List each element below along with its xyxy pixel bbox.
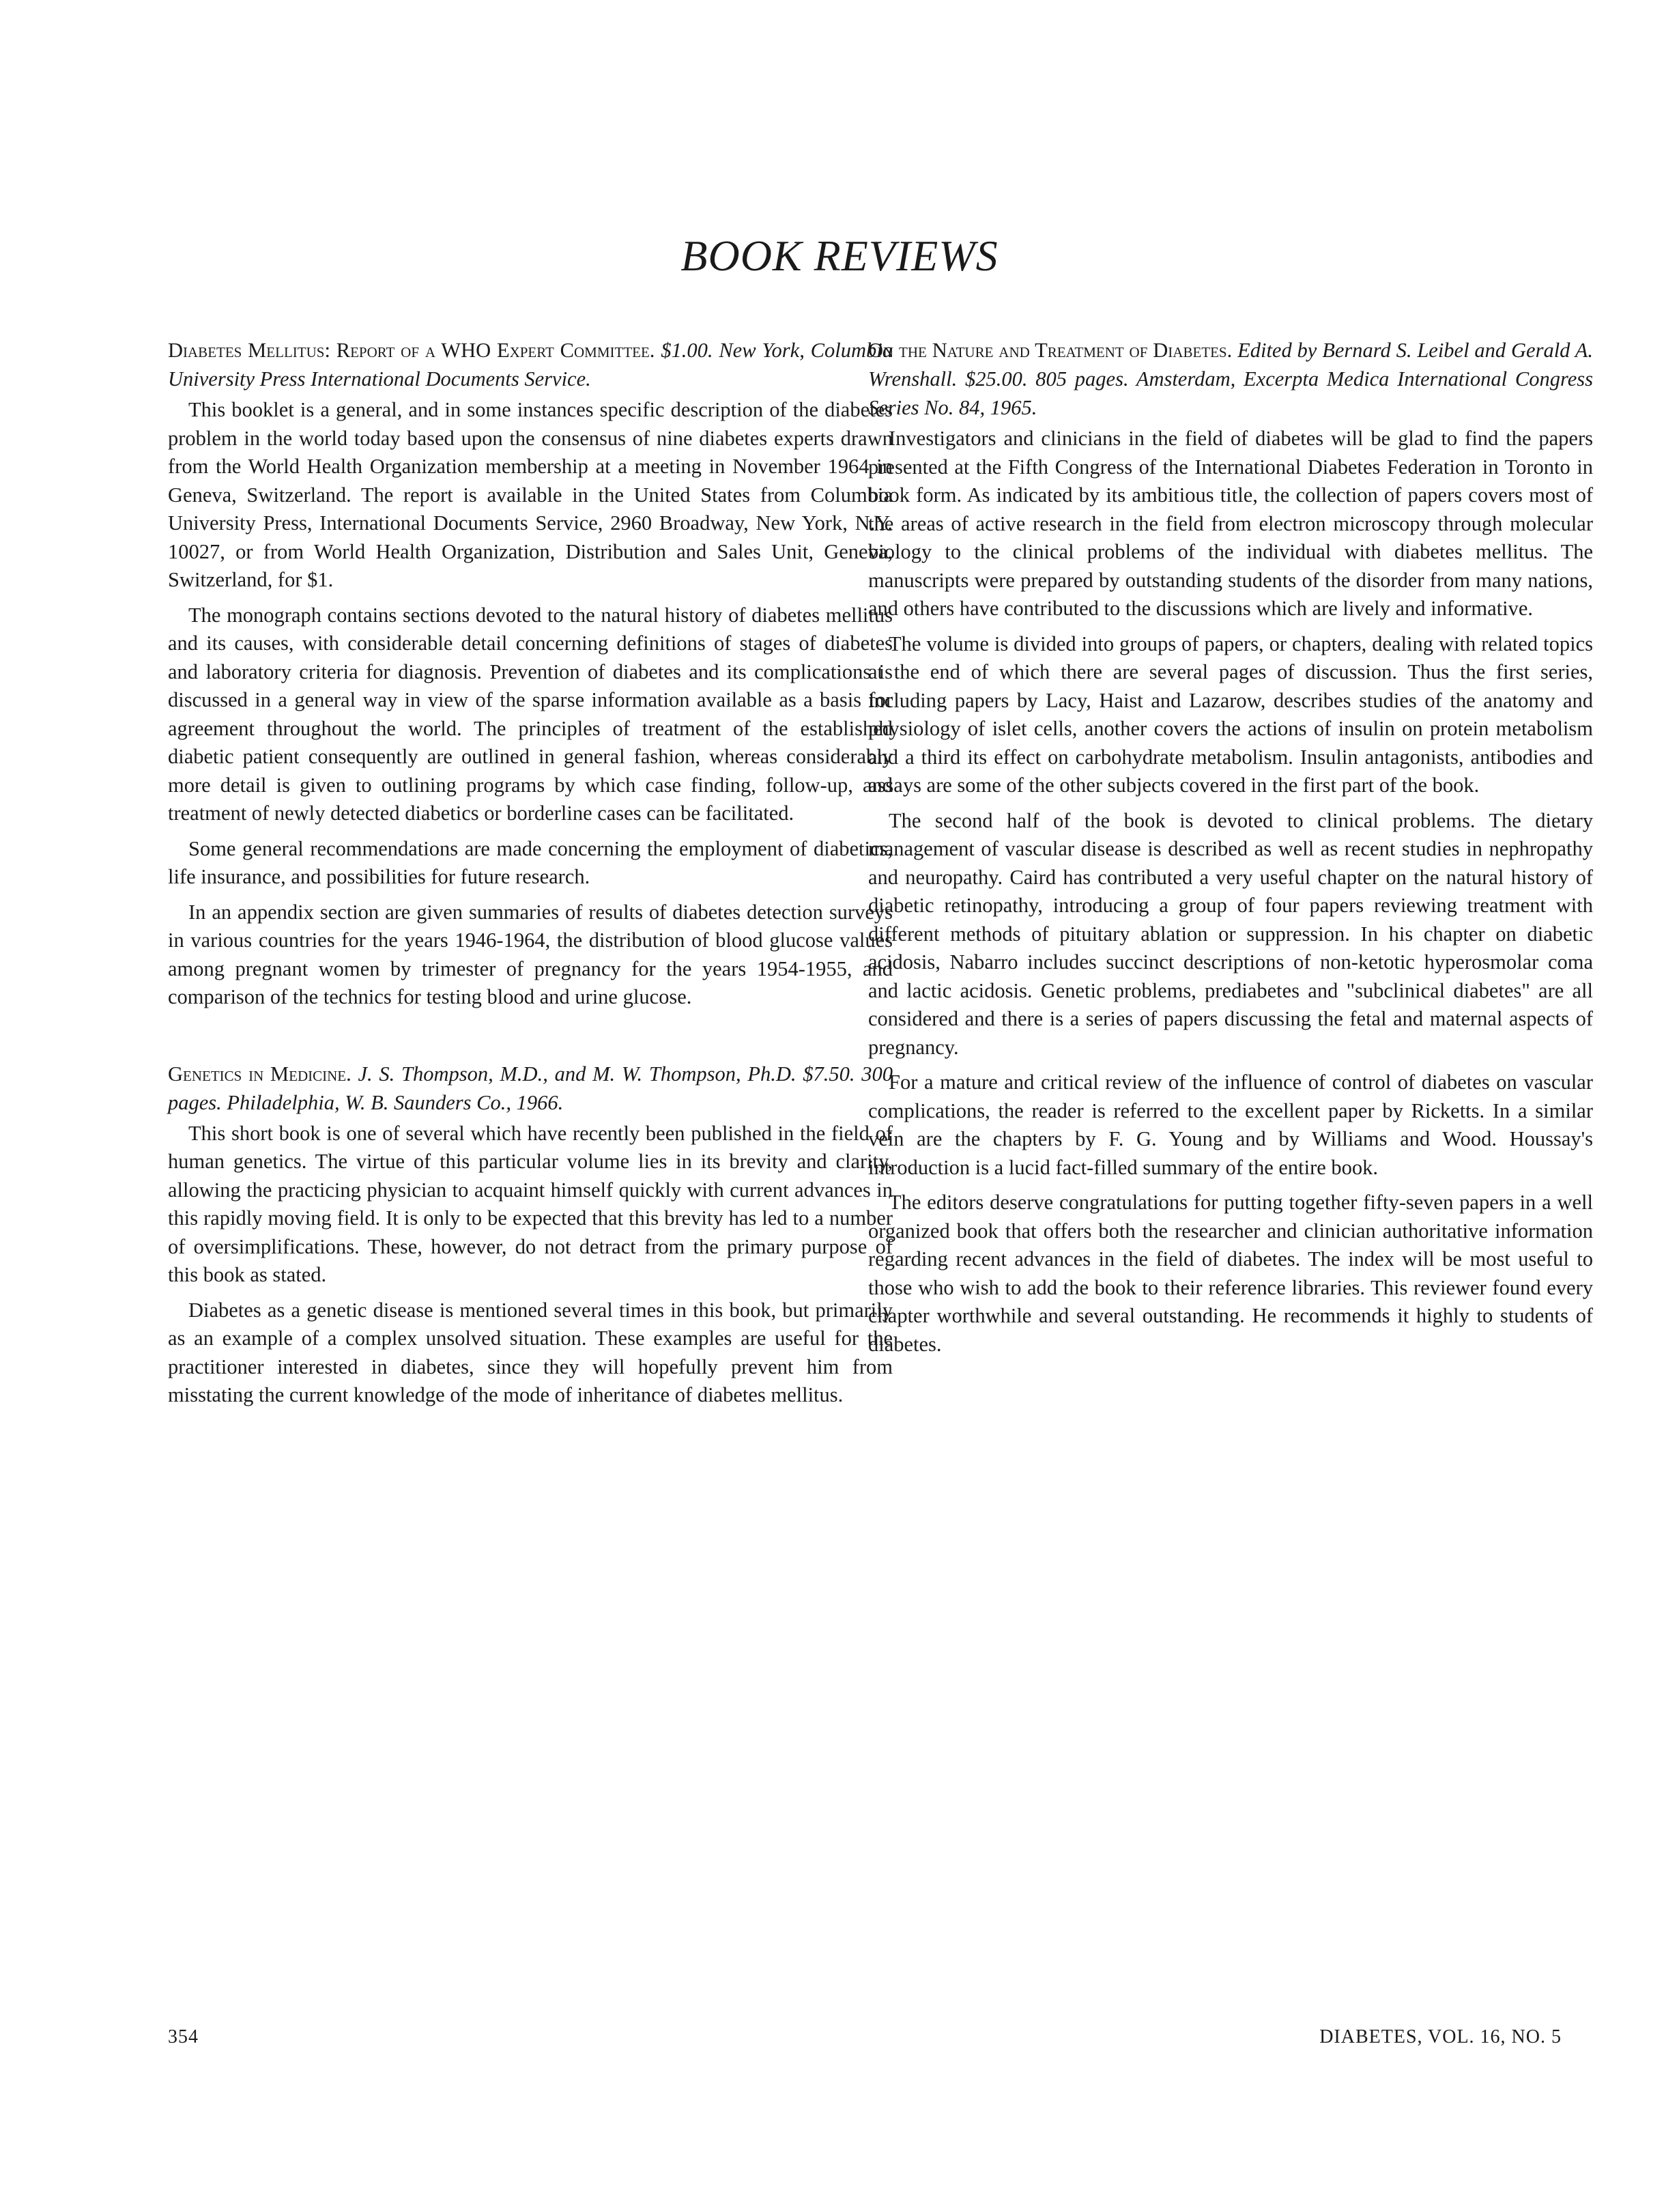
review-paragraph: In an appendix section are given summaries of results of diabetes detection surveys in various countries for the years 1946-1964, the distribution of blood glucose values among pregnant women by trimester of pregnancy for the years 1954-1955, and comparison of the technics for testing blood and urine glucose. xyxy=(168,900,893,1008)
right-column xyxy=(868,336,1593,1365)
review-heading xyxy=(168,336,893,393)
review-paragraph: Investigators and clinicians in the field of diabetes will be glad to find the papers presented at the Fifth Congress of the International Diabetes Federation in Toronto in book form. As indicated by its ambitious title, the collection of papers covers most of the areas of active research in the field from electron microscopy through molecular biology to the clinical problems of the individual with diabetes mellitus. The manuscripts were prepared by outstanding students of the disorder from many nations, and others have contributed to the discussions which are lively and informative. xyxy=(868,427,1593,620)
review-nature-and-treatment xyxy=(868,336,1593,1359)
review-paragraph: The monograph contains sections devoted to the natural history of diabetes mellitus and its causes, with considerable detail concerning definitions of stages of diabetes and laboratory criteria for diagnosis. Prevention of diabetes and its complications is discussed in a general way in view of the sparse information available as a basis for agreement throughout the world. The principles of treatment of the established diabetic patient consequently are outlined in general fashion, whereas considerably more detail is given to outlining programs by which case finding, follow-up, and treatment of newly detected diabetics or borderline cases can be facilitated. xyxy=(168,603,893,825)
book-title: Genetics in Medicine. xyxy=(168,1062,351,1086)
review-paragraph: Diabetes as a genetic disease is mentioned several times in this book, but primarily as an example of a complex unsolved situation. These examples are useful for the practitioner interested in diabetes, since they will hopefully prevent him from misstating the current knowledge of the mode of inheritance of diabetes mellitus. xyxy=(168,1298,893,1406)
review-paragraph: This booklet is a general, and in some instances specific description of the diabetes problem in the world today based upon the consensus of nine diabetes experts drawn from the World Health Organization membership at a meeting in November 1964 in Geneva, Switzerland. The report is available in the United States from Columbia University Press, International Documents Service, 2960 Broadway, New York, N.Y. 10027, or from World Health Organization, Distribution and Sales Unit, Geneva, Switzerland, for $1. xyxy=(168,398,893,591)
review-paragraph: This short book is one of several which have recently been published in the field of human genetics. The virtue of this particular volume lies in its brevity and clarity, allowing the practicing physician to acquaint himself quickly with current advances in this rapidly moving field. It is only to be expected that this brevity has led to a number of oversimplifications. These, however, do not detract from the primary purpose of this book as stated. xyxy=(168,1121,893,1286)
review-heading xyxy=(168,1060,893,1117)
review-genetics-in-medicine xyxy=(168,1060,893,1410)
book-title: On the Nature and Treatment of Diabetes. xyxy=(868,339,1233,362)
page-number: 354 xyxy=(168,2026,199,2047)
review-paragraph: Some general recommendations are made concerning the employment of diabetics, life insurance, and possibilities for future research. xyxy=(168,836,893,888)
journal-citation: DIABETES, VOL. 16, NO. 5 xyxy=(1319,2026,1562,2047)
book-meta: J. S. Thompson, M.D., and M. W. Thompson, Ph.D. $7.50. 300 pages. Philadelphia, W. B. Saunders Co., 1966. xyxy=(168,1062,893,1114)
book-meta: Edited by Bernard S. Leibel and Gerald A. Wrenshall. $25.00. 805 pages. Amsterdam, Excerpta Medica International Congress Series No. 84, 1965. xyxy=(868,339,1593,419)
review-heading xyxy=(868,336,1593,422)
review-paragraph: The second half of the book is devoted to clinical problems. The dietary management of vascular disease is described as well as recent studies in nephropathy and neuropathy. Caird has contributed a very useful chapter on the natural history of diabetic retinopathy, introducing a group of four papers reviewing treatment with different methods of pituitary ablation or suppression. In his chapter on diabetic acidosis, Nabarro includes succinct descriptions of non-ketotic hyperosmolar coma and lactic acidosis. Genetic problems, prediabetes and "subclinical diabetes" are all considered and there is a series of papers discussing the fetal and maternal aspects of pregnancy. xyxy=(868,808,1593,1059)
review-who-report xyxy=(168,336,893,1012)
page-title: BOOK REVIEWS xyxy=(680,231,999,280)
left-column xyxy=(168,336,893,1417)
book-title: Diabetes Mellitus: Report of a WHO Expert Committee. xyxy=(168,339,655,362)
book-meta: $1.00. New York, Columbia University Press International Documents Service. xyxy=(168,339,893,391)
review-paragraph: The editors deserve congratulations for putting together fifty-seven papers in a well organized book that offers both the researcher and clinician authoritative information regarding recent advances in the field of diabetes. The index will be most useful to those who wish to add the book to their reference libraries. This reviewer found every chapter worthwhile and several outstanding. He recommends it highly to students of diabetes. xyxy=(868,1191,1593,1356)
review-paragraph: For a mature and critical review of the influence of control of diabetes on vascular complications, the reader is referred to the excellent paper by Ricketts. In a similar vein are the chapters by F. G. Young and by Williams and Wood. Houssay's introduction is a lucid fact-filled summary of the entire book. xyxy=(868,1070,1593,1179)
review-paragraph: The volume is divided into groups of papers, or chapters, dealing with related topics at the end of which there are several pages of discussion. Thus the first series, including papers by Lacy, Haist and Lazarow, describes studies of the anatomy and physiology of islet cells, another covers the actions of insulin on protein metabolism and a third its effect on carbohydrate metabolism. Insulin antagonists, antibodies and assays are some of the other subjects covered in the first part of the book. xyxy=(868,632,1593,797)
